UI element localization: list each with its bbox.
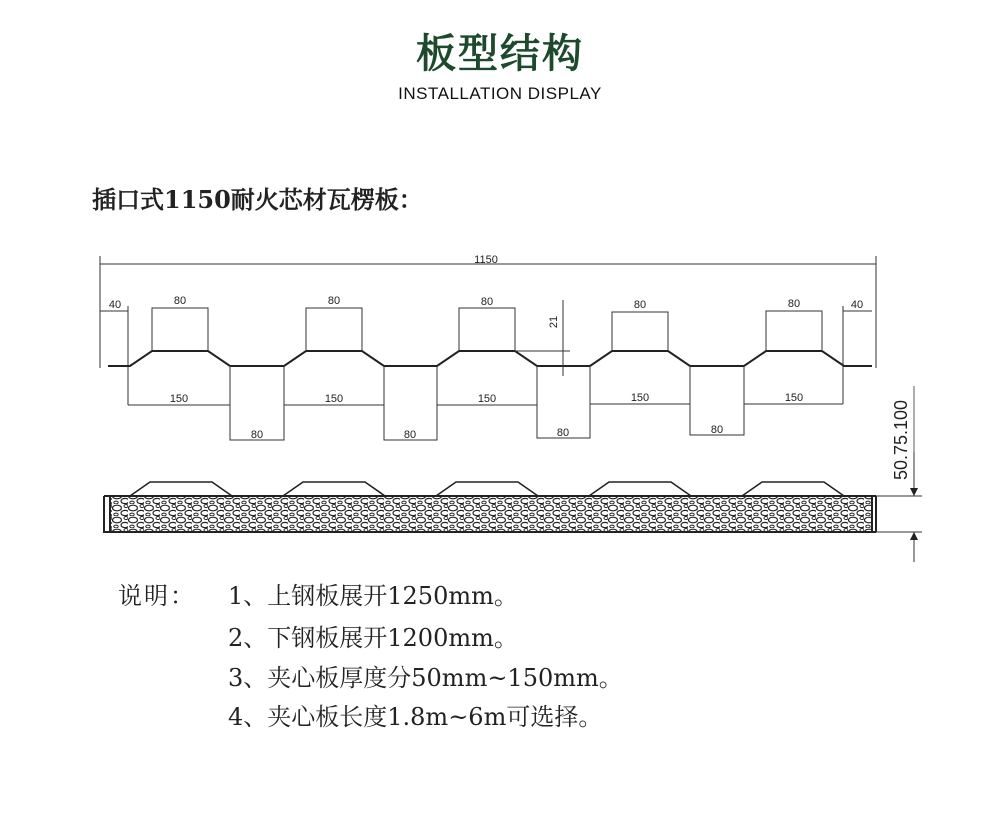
notes-label: 说明： [118, 582, 196, 610]
panel-profile-line [108, 351, 872, 366]
thickness-arrow-top [910, 488, 918, 496]
span-label-4: 150 [630, 392, 650, 404]
panel-structure-drawing [0, 240, 1000, 570]
rib-top-label-4: 80 [633, 299, 647, 311]
span-label-3: 150 [477, 393, 497, 405]
thickness-label: 50.75.100 [891, 399, 911, 481]
left-edge-label: 40 [108, 299, 122, 311]
span-label-2: 150 [324, 393, 344, 405]
rib-height-dimension [515, 300, 570, 376]
rib-top-label-2: 80 [327, 295, 341, 307]
span-label-1: 150 [169, 393, 189, 405]
valley-label-2: 80 [403, 429, 417, 441]
overall-width-label: 1150 [474, 254, 498, 266]
rib-top-label-3: 80 [480, 296, 494, 308]
panel-top-ribs [108, 482, 872, 496]
span-label-5: 150 [784, 392, 804, 404]
rib-top-label-5: 80 [787, 298, 801, 310]
diagram-heading: 插口式1150耐火芯材瓦楞板： [92, 185, 423, 214]
page-title: 板型结构 [416, 31, 584, 77]
rib-top-dimensions [152, 308, 822, 351]
sandwich-panel-section [104, 482, 876, 532]
note-item: 4、夹心板长度1.8m~6m可选择。 [228, 703, 603, 731]
right-edge-label: 40 [850, 299, 864, 311]
valley-label-4: 80 [710, 424, 724, 436]
page-subtitle: INSTALLATION DISPLAY [398, 84, 602, 103]
valley-label-3: 80 [556, 427, 570, 439]
thickness-arrow-bottom [910, 532, 918, 540]
note-item: 2、下钢板展开1200mm。 [228, 624, 518, 652]
note-item: 3、夹心板厚度分50mm~150mm。 [228, 664, 623, 692]
rib-top-label-1: 80 [173, 295, 187, 307]
rib-height-label: 21 [548, 315, 560, 329]
note-item: 1、上钢板展开1250mm。 [228, 582, 518, 610]
foam-core [110, 496, 872, 532]
valley-label-1: 80 [250, 429, 264, 441]
